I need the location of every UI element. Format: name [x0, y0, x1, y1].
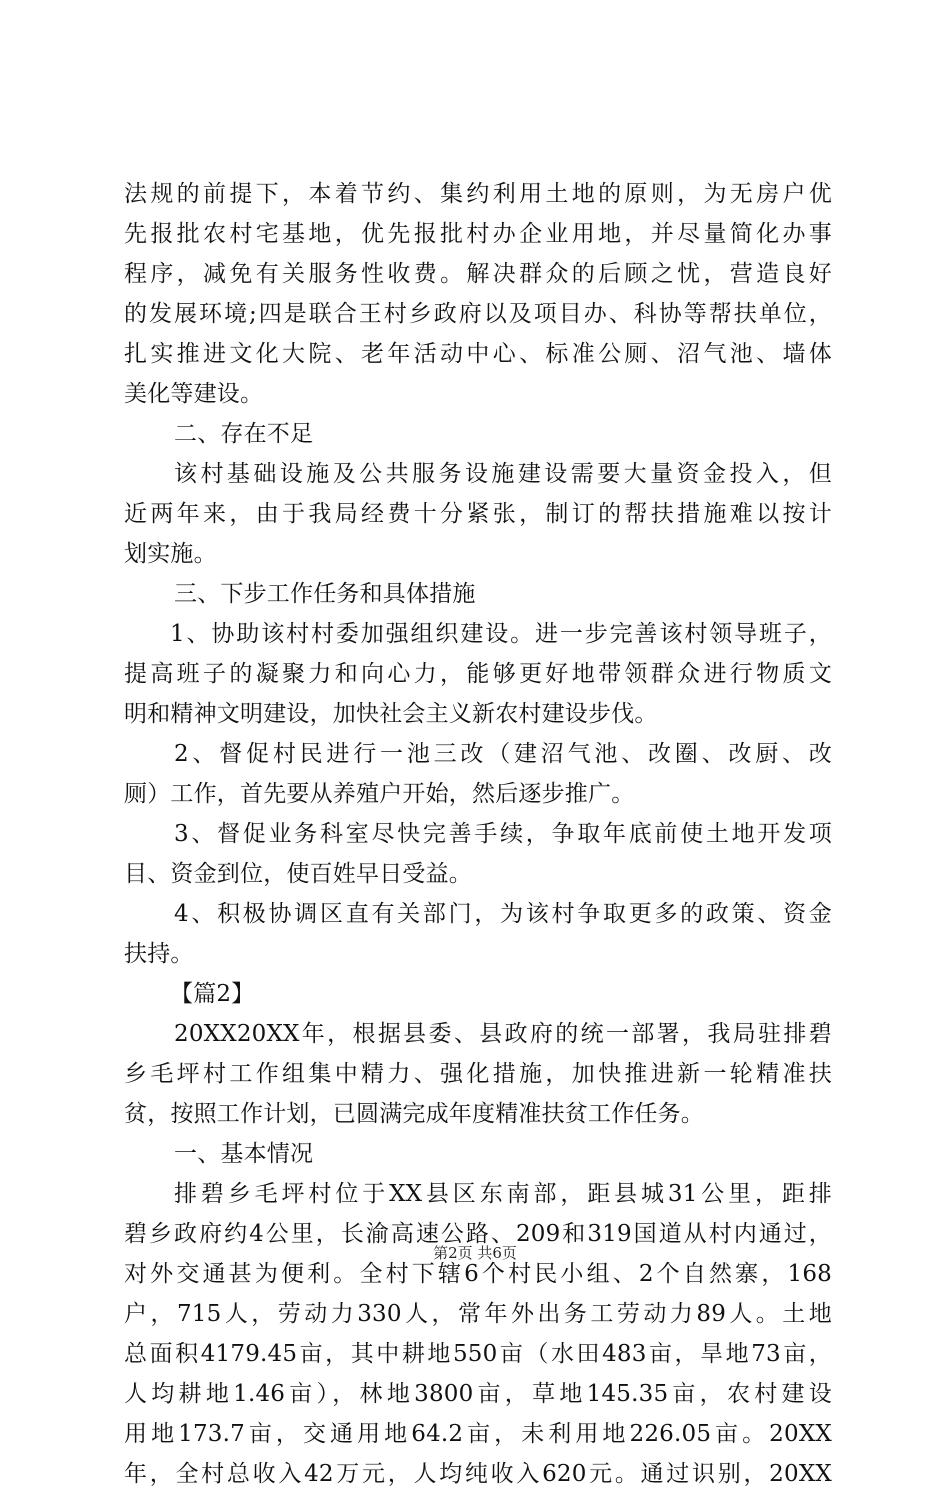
- text-line: 明和精神文明建设，加快社会主义新农村建设步伐。: [124, 701, 658, 727]
- text-line: 厕）工作，首先要从养殖户开始，然后逐步推广。: [124, 781, 635, 807]
- text-line: 20XX20XX年，根据县委、县政府的统一部署，我局驻排碧: [174, 1021, 832, 1047]
- text-line: 扎实推进文化大院、老年活动中心、标准公厕、沼气池、墙体: [124, 341, 832, 367]
- text-line: 对外交通甚为便利。全村下辖6个村民小组、2个自然寨，168: [124, 1261, 832, 1287]
- text-line: 人均耕地1.46亩），林地3800亩，草地145.35亩，农村建设: [124, 1381, 832, 1407]
- text-line: 4、积极协调区直有关部门，为该村争取更多的政策、资金: [174, 901, 832, 927]
- chapter-heading: 【篇2】: [170, 981, 255, 1007]
- text-line: 贫，按照工作计划，已圆满完成年度精准扶贫工作任务。: [124, 1101, 704, 1127]
- text-line: 碧乡政府约4公里，长渝高速公路、209和319国道从村内通过，: [124, 1221, 832, 1247]
- text-line: 的发展环境;四是联合王村乡政府以及项目办、科协等帮扶单位，: [124, 301, 832, 327]
- text-line: 提高班子的凝聚力和向心力，能够更好地带领群众进行物质文: [124, 661, 832, 687]
- page-footer: 第2页 共6页: [433, 1244, 517, 1262]
- section-heading: 三、下步工作任务和具体措施: [174, 581, 476, 607]
- text-line: 划实施。: [124, 541, 217, 567]
- text-line: 近两年来，由于我局经费十分紧张，制订的帮扶措施难以按计: [124, 501, 832, 527]
- text-line: 目、资金到位，使百姓早日受益。: [124, 861, 472, 887]
- text-line: 3、督促业务科室尽快完善手续，争取年底前使土地开发项: [174, 821, 832, 847]
- text-line: 户，715人，劳动力330人，常年外出务工劳动力89人。土地: [124, 1301, 832, 1327]
- text-line: 排碧乡毛坪村位于XX县区东南部，距县城31公里，距排: [174, 1181, 832, 1207]
- document-body: [124, 174, 832, 1494]
- text-line: 法规的前提下，本着节约、集约利用土地的原则，为无房户优: [124, 181, 832, 207]
- text-line: 乡毛坪村工作组集中精力、强化措施，加快推进新一轮精准扶: [124, 1061, 832, 1087]
- text-line: 扶持。: [124, 941, 194, 967]
- text-line: 年，全村总收入42万元，人均纯收入620元。通过识别，20XX: [124, 1461, 832, 1487]
- text-line: 程序，减免有关服务性收费。解决群众的后顾之忧，营造良好: [124, 261, 832, 287]
- text-line: 该村基础设施及公共服务设施建设需要大量资金投入，但: [174, 461, 832, 487]
- text-line: 美化等建设。: [124, 381, 264, 407]
- text-line: 先报批农村宅基地，优先报批村办企业用地，并尽量简化办事: [124, 221, 832, 247]
- section-heading: 一、基本情况: [174, 1141, 314, 1167]
- text-line: 总面积4179.45亩，其中耕地550亩（水田483亩，旱地73亩，: [124, 1341, 832, 1367]
- text-line: 2、督促村民进行一池三改（建沼气池、改圈、改厨、改: [174, 741, 832, 767]
- text-line: 用地173.7亩，交通用地64.2亩，未利用地226.05亩。20XX: [124, 1421, 832, 1447]
- section-heading: 二、存在不足: [174, 421, 314, 447]
- text-line: 1、协助该村村委加强组织建设。进一步完善该村领导班子，: [170, 621, 832, 647]
